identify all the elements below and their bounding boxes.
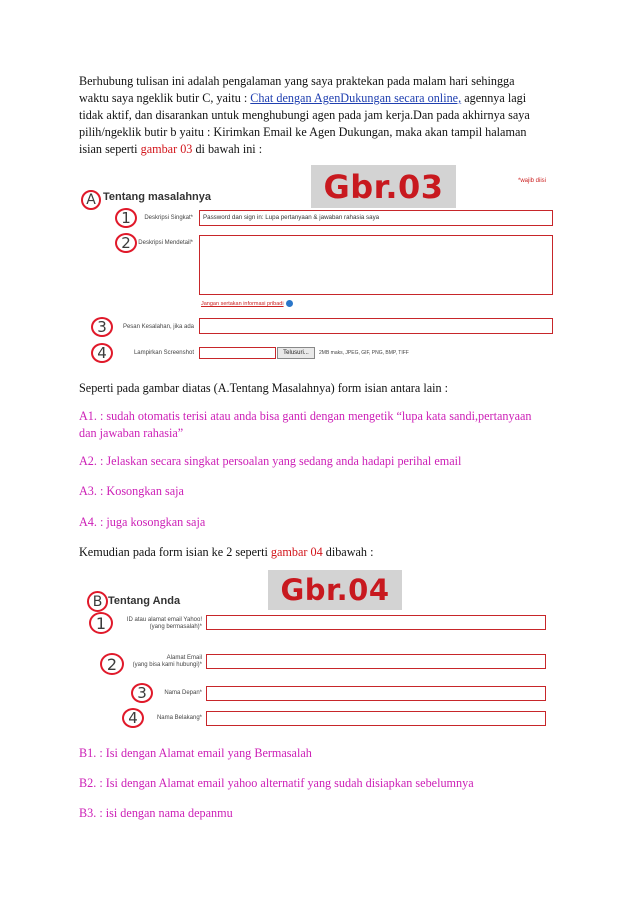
answer-a1: A1. : sudah otomatis terisi atau anda bisa ganti dengan mengetik “lupa kata sandi,pertanyaan dan jawaban rahasia” [79, 409, 532, 440]
answer-a2: A2. : Jelaskan secara singkat persoalan yang sedang anda hadapi perihal email [79, 454, 462, 468]
b-field-label-3: Nama Depan* [164, 690, 202, 696]
intro-line-4: pilih/ngeklik butir b yaitu : Kirimkan Email ke Agen Dukungan, maka akan tampil halaman [79, 125, 527, 139]
intro-line-2: waktu saya ngeklik butir C, yaitu : Chat dengan AgenDukungan secara online, agennya lagi [79, 91, 527, 105]
intro-line-3: tidak aktif, dan disarankan untuk menghubungi agen pada jam kerja.Dan pada akhirnya saya [79, 108, 530, 122]
figure-ref-04: gambar 04 [270, 545, 323, 559]
para-b: Kemudian pada form isian ke 2 seperti gambar 04 dibawah : [79, 545, 374, 559]
answer-b2: B2. : Isi dengan Alamat email yahoo alternatif yang sudah disiapkan sebelumnya [79, 776, 474, 790]
b-field-number-1: 1 [89, 612, 113, 634]
first-name-input[interactable] [206, 686, 546, 701]
b-field-label-4: Nama Belakang* [156, 715, 202, 721]
b-field-number-2: 2 [100, 653, 124, 675]
help-icon[interactable] [286, 300, 293, 307]
figure-badge-2: Gbr.04 [268, 570, 402, 610]
field-label-2: Deskripsi Mendetail* [138, 240, 193, 246]
intro-line-1: Berhubung tulisan ini adalah pengalaman yang saya praktekan pada malam hari sehingga [79, 74, 515, 88]
error-message-input[interactable] [199, 318, 553, 334]
file-formats-note: 2MB maks, JPEG, GIF, PNG, BMP, TIFF [319, 350, 409, 356]
browse-button[interactable]: Telusuri... [277, 347, 315, 359]
section-letter-a: A [81, 190, 101, 210]
figure-gbr04 [78, 568, 560, 738]
short-description-input[interactable]: Password dan sign in: Lupa pertanyaan & jawaban rahasia saya [199, 210, 553, 226]
figure-badge: Gbr.03 [311, 165, 456, 208]
field-label-4: Lampirkan Screenshot [133, 350, 194, 356]
contact-email-input[interactable] [206, 654, 546, 669]
answer-b1: B1. : Isi dengan Alamat email yang Bermasalah [79, 746, 312, 760]
section-letter-b: B [87, 591, 108, 612]
field-number-3: 3 [91, 317, 113, 337]
screenshot-file-input[interactable] [199, 347, 276, 359]
field-label-3: Pesan Kesalahan, jika ada [122, 324, 194, 330]
answer-a4: A4. : juga kosongkan saja [79, 515, 206, 529]
section-title-2: Tentang Anda [108, 595, 181, 607]
section-title: Tentang masalahnya [103, 191, 211, 203]
para-a: Seperti pada gambar diatas (A.Tentang Masalahnya) form isian antara lain : [79, 381, 449, 395]
last-name-input[interactable] [206, 711, 546, 726]
intro-line-5: isian seperti gambar 03 di bawah ini : [79, 142, 263, 156]
field-number-1: 1 [115, 208, 137, 228]
intro-paragraph [79, 73, 569, 158]
answer-a3: A3. : Kosongkan saja [79, 484, 184, 498]
yahoo-id-input[interactable] [206, 615, 546, 630]
b-field-label-2: Alamat Email (yang bisa kami hubungi)* [132, 655, 202, 668]
b-field-number-4: 4 [122, 708, 144, 728]
b-field-number-3: 3 [131, 683, 153, 703]
privacy-hint: Jangan sertakan informasi pribadi [201, 300, 293, 307]
required-note: *wajib diisi [518, 178, 547, 184]
answer-b3: B3. : isi dengan nama depanmu [79, 806, 233, 820]
field-number-2: 2 [115, 233, 137, 253]
detailed-description-textarea[interactable] [199, 235, 553, 295]
field-number-4: 4 [91, 343, 113, 363]
field-label-1: Deskripsi Singkat* [144, 215, 193, 221]
chat-agent-link[interactable]: Chat dengan AgenDukungan secara online, [250, 91, 462, 105]
b-field-label-1: ID atau alamat email Yahoo! (yang bermasalah)* [126, 617, 202, 630]
figure-ref-03: gambar 03 [140, 142, 193, 156]
figure-gbr03 [78, 160, 563, 368]
